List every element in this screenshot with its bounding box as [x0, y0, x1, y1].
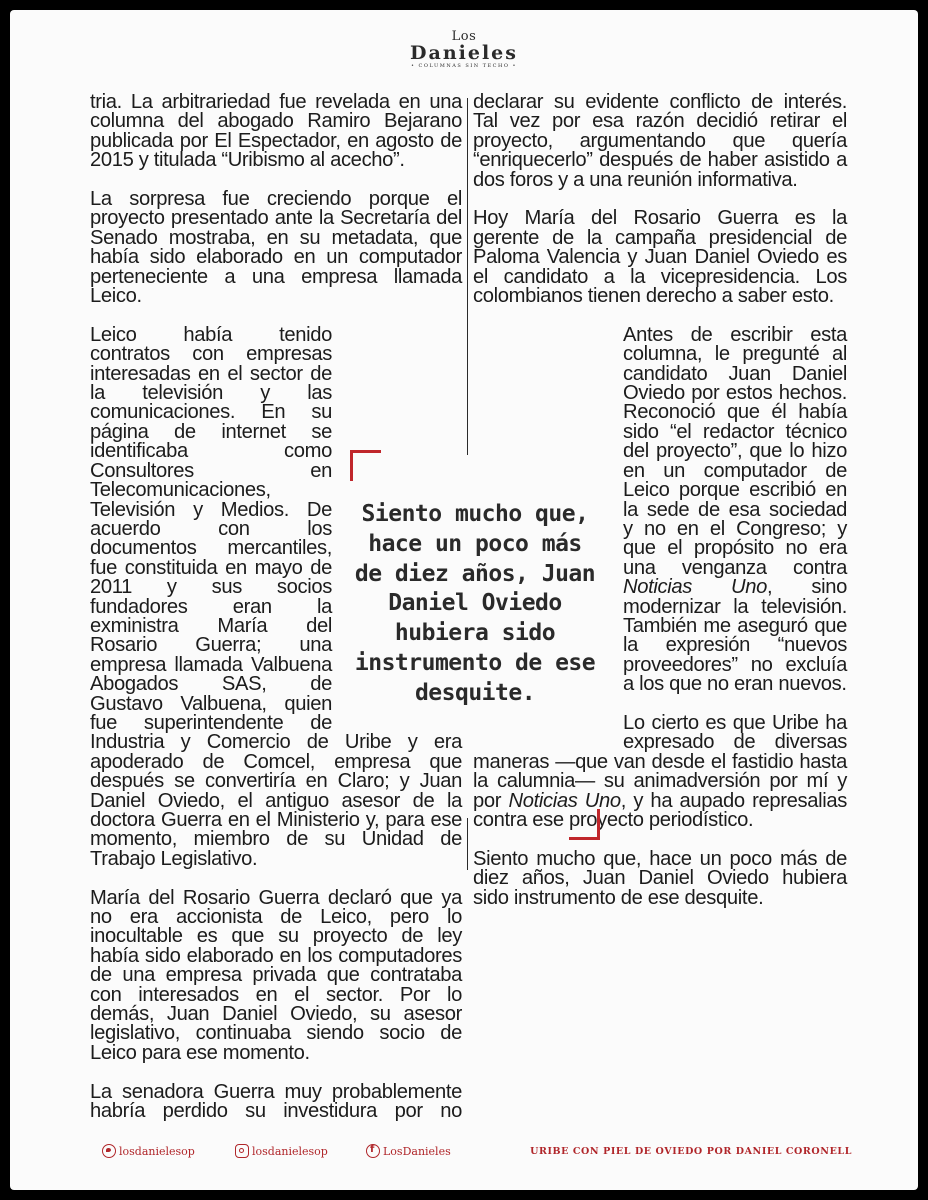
left-paragraph-4: María del Rosario Guerra declaró que ya no era accionista de Leico, pero lo inocultable es que su proyecto de ley había sido elaborado en los computadores de una empresa privada que contrataba con interesados en el sector. Por lo demás, Juan Daniel Oviedo, su asesor legislativo, continuaba siendo socio de Leico para ese momento. [90, 886, 462, 1064]
emphasis-noticias-uno: Noticias Uno [508, 789, 621, 812]
emphasis-noticias-uno: Noticias Uno [623, 576, 768, 599]
right-paragraph-4-b: , y ha aupado represalias contra ese proyecto periodístico. [473, 789, 847, 831]
footer [92, 1142, 852, 1162]
column-divider [467, 98, 468, 455]
instagram-icon [235, 1144, 249, 1158]
facebook-handle: LosDanieles [383, 1144, 451, 1158]
twitter-handle: losdanielesop [119, 1144, 195, 1158]
twitter-link[interactable] [102, 1144, 195, 1158]
article-page [10, 10, 918, 1190]
left-paragraph-5: La senadora Guerra muy probablemente habría perdido su investidura por no [90, 1080, 462, 1123]
brand-logo [10, 30, 918, 69]
pull-quote [350, 450, 600, 840]
right-paragraph-1: declarar su evidente conflicto de interés. Tal vez por esa razón decidió retirar el proyecto, argumentando que quería “enriquecerlo” después de haber asistido a dos foros y a una reunión informativa. [473, 91, 847, 191]
right-paragraph-4-a: Lo cierto es que Uribe ha expresado de diversas maneras —que van desde el fastidio hasta la calumnia— su animadversión por mí y por [473, 711, 847, 812]
instagram-handle: losdanielesop [252, 1144, 328, 1158]
instagram-link[interactable] [235, 1144, 328, 1158]
facebook-link[interactable] [366, 1144, 451, 1158]
facebook-icon [366, 1144, 380, 1158]
article-credit: URIBE CON PIEL DE OVIEDO POR DANIEL CORONELL [530, 1146, 852, 1157]
brand-tagline: • COLUMNAS SIN TECHO • [410, 63, 518, 69]
right-paragraph-5: Siento mucho que, hace un poco más de diez años, Juan Daniel Oviedo hubiera sido instrumento de ese desquite. [473, 847, 847, 909]
brand-top: Los [451, 29, 477, 44]
twitter-icon [102, 1144, 116, 1158]
right-paragraph-3-a: Antes de escribir esta columna, le pregunté al candidato Juan Daniel Oviedo por estos hechos. Reconoció que él había sido “el redactor técnico del proyecto”, que lo hizo en un computador de Leico porque escribió en la sede de esa sociedad y no en el Congreso; y que el propósito no era una venganza contra [623, 323, 847, 579]
quote-bracket-top-left [350, 450, 381, 481]
left-paragraph-2: La sorpresa fue creciendo porque el proyecto presentado ante la Secretaría del Senado mostraba, en su metadata, que había sido elaborado en un computador perteneciente a una empresa llamada Leico. [90, 188, 462, 308]
quote-bracket-bottom-right [569, 809, 600, 840]
right-paragraph-2: Hoy María del Rosario Guerra es la gerente de la campaña presidencial de Paloma Valencia y Juan Daniel Oviedo es el candidato a la vicepresidencia. Los colombianos tienen derecho a saber esto. [473, 207, 847, 308]
pull-quote-text: Siento mucho que, hace un poco más de diez años, Juan Daniel Oviedo hubiera sido instrumento de ese desquite. [354, 501, 596, 706]
left-paragraph-1: tria. La arbitrariedad fue revelada en una columna del abogado Ramiro Bejarano publicada por El Espectador, en agosto de 2015 y titulada “Uribismo al acecho”. [90, 91, 462, 172]
brand-name: Danieles [410, 42, 518, 64]
right-paragraph-3-b: , sino modernizar la televisión. También me aseguró que la expresión “nuevos proveedores” no excluía a los que no eran nuevos. [623, 576, 847, 696]
left-paragraph-3-text: Leico había tenido contratos con empresas interesadas en el sector de la televisión y las comunicaciones. En su página de internet se identificaba como Consultores en Telecomunicaciones, Televisión y Medios. De acuerdo con los documentos mercantiles, fue constituida en mayo de 2011 y sus socios fundadores eran la exministra María del Rosario Guerra; una empresa llamada Valbuena Abogados SAS, de Gustavo Valbuena, quien fue superintendente de Industria y Comercio de Uribe y era apoderado de Comcel, empresa que después se convertiría en Claro; y Juan Daniel Oviedo, el antiguo asesor de la doctora Guerra en el Ministerio y, para ese momento, miembro de su Unidad de Trabajo Legislativo. [90, 323, 462, 870]
